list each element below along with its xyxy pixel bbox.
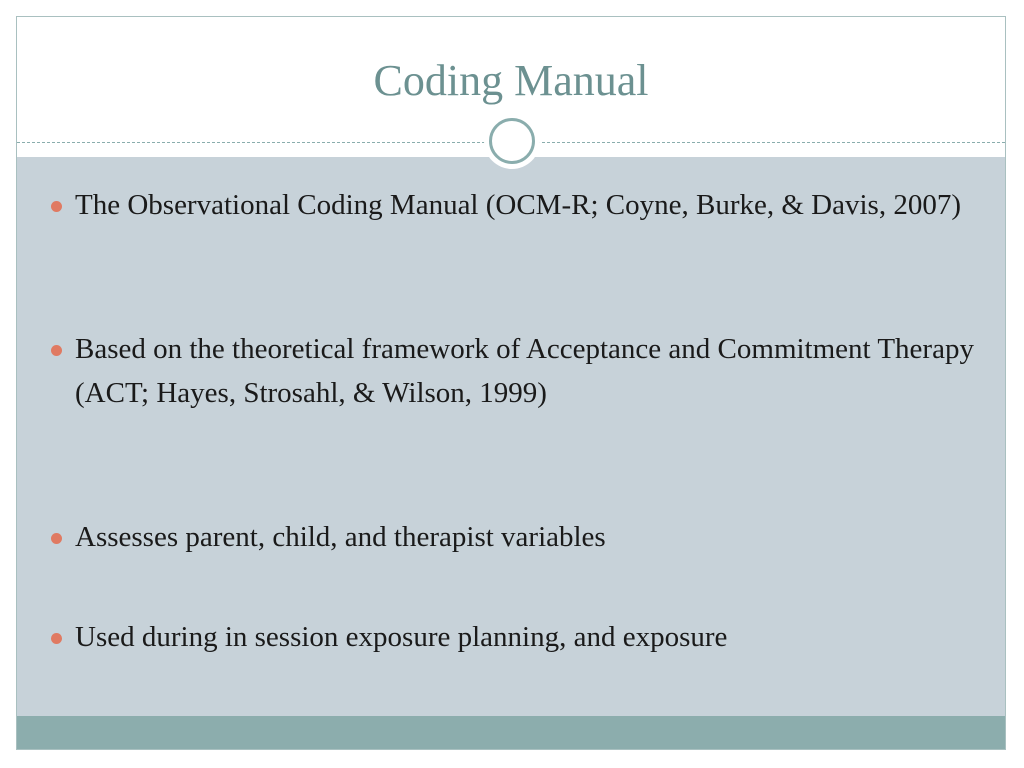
bullet-text: Used during in session exposure planning, and exposure bbox=[75, 621, 728, 653]
bullet-dot-icon bbox=[51, 201, 62, 212]
slide-title: Coding Manual bbox=[373, 56, 649, 105]
bullet-item bbox=[75, 615, 975, 659]
bullet-text: Based on the theoretical framework of Acceptance and Commitment Therapy (ACT; Hayes, Strosahl, & Wilson, 1999) bbox=[75, 333, 974, 409]
content-area bbox=[17, 157, 1005, 717]
bottom-bar bbox=[17, 716, 1005, 750]
bullet-dot-icon bbox=[51, 533, 62, 544]
bullet-item bbox=[75, 515, 975, 559]
bullet-item bbox=[75, 327, 975, 415]
bullet-text: The Observational Coding Manual (OCM-R; Coyne, Burke, & Davis, 2007) bbox=[75, 189, 961, 221]
bullet-text: Assesses parent, child, and therapist variables bbox=[75, 521, 606, 553]
bullet-dot-icon bbox=[51, 633, 62, 644]
bullet-dot-icon bbox=[51, 345, 62, 356]
bullet-item bbox=[75, 183, 975, 227]
slide bbox=[16, 16, 1006, 750]
circle-ornament-icon bbox=[489, 118, 535, 164]
